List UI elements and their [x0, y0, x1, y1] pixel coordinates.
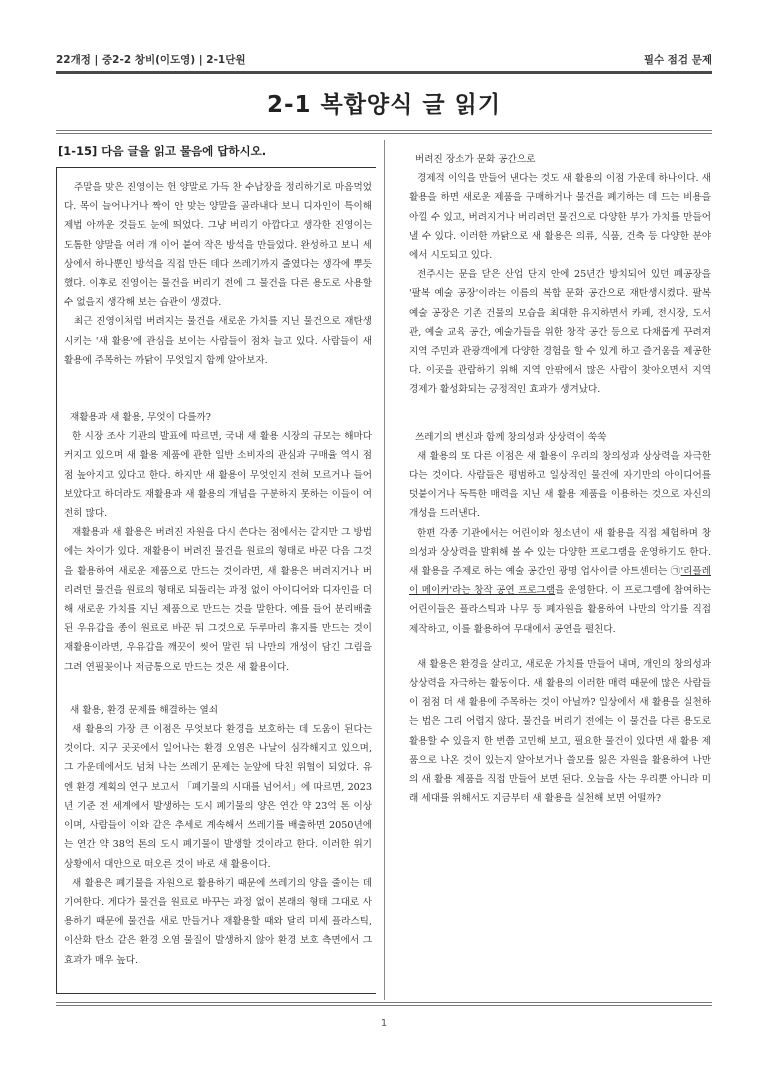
passage-paragraph: 재활용과 새 활용은 버려진 자원을 다시 쓴다는 점에서는 같지만 그 방법에는 차이가 있다. 재활용이 버려진 물건을 원료의 형태로 바꾼 다음 그것을 활용하여 새로운 제품으로 만드는 것이라면, 새 활용은 버려지거나 버리려던 물건을 원료의 형태로 되돌리는 과정 없이 아이디어와 디자인을 더해 새로운 가치를 지닌 제품으로 만드는 것을 말한다. 예를 들어 분리배출된 우유갑을 종이 원료로 바꾼 뒤 그것으로 두루마리 휴지를 만드는 것이 재활용이라면, 우유갑을 깨끗이 씻어 말린 뒤 나만의 개성이 담긴 그림을 그려 연필꽂이나 저금통으로 만드는 것은 새 활용이다.	[64, 527, 372, 673]
section-heading: 새 활용, 환경 문제를 해결하는 열쇠	[70, 704, 219, 716]
passage-paragraph: 새 활용의 또 다른 이점은 새 활용이 우리의 창의성과 상상력을 자극한다는 것이다. 사람들은 평범하고 일상적인 물건에 자기만의 아이디어를 덧붙이거나 독특한 매력을 지닌 새 활용 제품을 이용하는 것으로 자신의 개성을 드러낸다.	[409, 450, 711, 520]
column-divider	[384, 140, 385, 1000]
header-rule	[56, 71, 712, 74]
page-title: 2-1 복합양식 글 읽기	[266, 92, 502, 118]
underlined-phrase: '리플레이 메이커'라는 창작 공연 프로그램	[409, 566, 711, 597]
page-number: 1	[380, 1018, 388, 1029]
footer-rule-bottom	[56, 1005, 712, 1006]
passage-paragraph: 전주시는 문을 닫은 산업 단지 안에 25년간 방치되어 있던 폐공장을 '팔복 예술 공장'이라는 이름의 복합 문화 공간으로 재탄생시켰다. 팔복 예술 공장은 기존 건물의 모습을 최대한 유지하면서 카페, 전시장, 도서관, 예술 교육 공간, 예술가들을 위한 창작 공간 등으로 다채롭게 꾸려져 지역 주민과 관광객에게 다양한 경험을 할 수 있게 하고 즐거움을 제공한다. 이곳을 관람하기 위해 지역 안팎에서 많은 사람이 찾아오면서 지역 경제가 활성화되는 긍정적인 효과가 생겨났다.	[409, 269, 711, 396]
header-course-info: 22개정 | 중2-2 창비(이도영) | 2-1단원	[56, 54, 246, 66]
question-instruction: [1-15] 다음 글을 읽고 물음에 답하시오.	[58, 144, 267, 158]
passage-text: 한편 각종 기관에서는 어린이와 청소년이 새 활용을 직접 체험하며 창의성과 상상력을 발휘해 볼 수 있는 다양한 프로그램을 운영하기도 한다. 새 활용을 주제로 하는 예술 공간인 광명 업사이클 아트센터는	[409, 527, 711, 578]
title-rule-bottom	[56, 133, 712, 134]
page-header	[56, 48, 712, 68]
passage-right-column	[409, 150, 711, 809]
passage-text: 을 운영한다. 이 프로그램에 참여하는 어린이들은 플라스틱과 나무 등 폐자원을 활용하여 나만의 악기를 직접 제작하고, 이를 활용하여 무대에서 공연을 펼친다.	[409, 585, 711, 635]
passage-paragraph: 새 활용의 가장 큰 이점은 무엇보다 환경을 보호하는 데 도움이 된다는 것이다. 지구 곳곳에서 일어나는 환경 오염은 나날이 심각해지고 있으며, 그 가운데에서도 넘쳐 나는 쓰레기 문제는 눈앞에 닥친 위협이 되었다. 유엔 환경 계획의 연구 보고서 「폐기물의 시대를 넘어서」에 따르면, 2023년 기준 전 세계에서 발생하는 도시 폐기물의 양은 연간 약 23억 톤 이상이며, 사람들이 이와 같은 추세로 계속해서 쓰레기를 배출하면 2050년에는 연간 약 38억 톤의 도시 폐기물이 발생할 것이라고 한다. 이러한 위기 상황에서 대안으로 떠오른 것이 바로 새 활용이다.	[64, 724, 372, 870]
passage-paragraph: 새 활용은 폐기물을 자원으로 활용하기 때문에 쓰레기의 양을 줄이는 데 기여한다. 게다가 물건을 원료로 바꾸는 과정 없이 본래의 형태 그대로 사용하기 때문에 물건을 새로 만들거나 재활용할 때와 달리 미세 플라스틱, 이산화 탄소 같은 환경 오염 물질이 발생하지 않아 환경 보호 측면에서 그 효과가 매우 높다.	[64, 877, 372, 966]
title-rule-top	[56, 130, 712, 131]
header-section-label: 필수 점검 문제	[643, 54, 712, 66]
marker-circled: ㉠	[670, 566, 681, 578]
footer-rule-top	[56, 1002, 712, 1003]
passage-paragraph: 한 시장 조사 기관의 발표에 따르면, 국내 새 활용 시장의 규모는 해마다 커지고 있으며 새 활용 제품에 관한 일반 소비자의 관심과 구매율 역시 점점 높아지고 있다고 한다. 하지만 새 활용이 무엇인지 전혀 모르거나 들어 보았다고 하더라도 재활용과 새 활용의 개념을 구분하지 못하는 이들이 여전히 많다.	[64, 431, 372, 520]
section-heading: 버려진 장소가 문화 공간으로	[415, 154, 536, 165]
passage-paragraph	[409, 524, 711, 639]
passage-paragraph: 최근 진영이처럼 버려지는 물건을 새로운 가치를 지닌 물건으로 재탄생시키는 '새 활용'에 관심을 보이는 사람들이 점차 늘고 있다. 사람들이 새 활용에 주목하는 까닭이 무엇일지 함께 알아보자.	[64, 316, 372, 366]
passage-paragraph: 주말을 맞은 진영이는 헌 양말로 가득 찬 수납장을 정리하기로 마음먹었다. 목이 늘어나거나 짝이 안 맞는 양말을 골라내다 보니 디자인이 특이해 제법 아까운 것들도 눈에 띄었다. 그냥 버리기 아깝다고 생각한 진영이는 도톰한 양말을 여러 개 이어 붙여 작은 방석을 만들었다. 완성하고 보니 세상에서 하나뿐인 방석을 직접 만든 데다 쓰레기까지 줄였다는 생각에 뿌듯했다. 이후로 진영이는 물건을 버리기 전에 그 물건을 다른 용도로 사용할 수 없을지 생각해 보는 습관이 생겼다.	[64, 182, 372, 309]
passage-left-column	[64, 178, 372, 970]
passage-paragraph: 경제적 이익을 만들어 낸다는 것도 새 활용의 이점 가운데 하나이다. 새 활용을 하면 새로운 제품을 구매하거나 물건을 폐기하는 데 드는 비용을 아낄 수 있고, 버려지거나 버리려던 물건으로 다양한 부가 가치를 만들어 낼 수 있다. 이러한 까닭으로 새 활용은 의류, 식품, 건축 등 다양한 분야에서 시도되고 있다.	[409, 173, 711, 262]
section-heading: 재활용과 새 활용, 무엇이 다를까?	[70, 412, 211, 424]
passage-paragraph: 새 활용은 환경을 살리고, 새로운 가치를 만들어 내며, 개인의 창의성과 상상력을 자극하는 활동이다. 새 활용의 이러한 매력 때문에 많은 사람들이 점점 더 새 활용에 주목하는 것이 아닐까? 일상에서 새 활용을 실천하는 법은 그리 어렵지 않다. 물건을 버리기 전에는 이 물건을 다른 용도로 활용할 수 있을지 한 번쯤 고민해 보고, 필요한 물건이 있다면 새 활용 제품으로 나온 것이 있는지 알아보거나 쓸모를 잃은 자원을 활용하여 나만의 새 활용 제품을 직접 만들어 보면 된다. 오늘을 사는 우리뿐 아니라 미래 세대를 위해서도 지금부터 새 활용을 실천해 보면 어떨까?	[409, 658, 711, 805]
section-heading: 쓰레기의 변신과 함께 창의성과 상상력이 쑥쑥	[415, 431, 607, 443]
